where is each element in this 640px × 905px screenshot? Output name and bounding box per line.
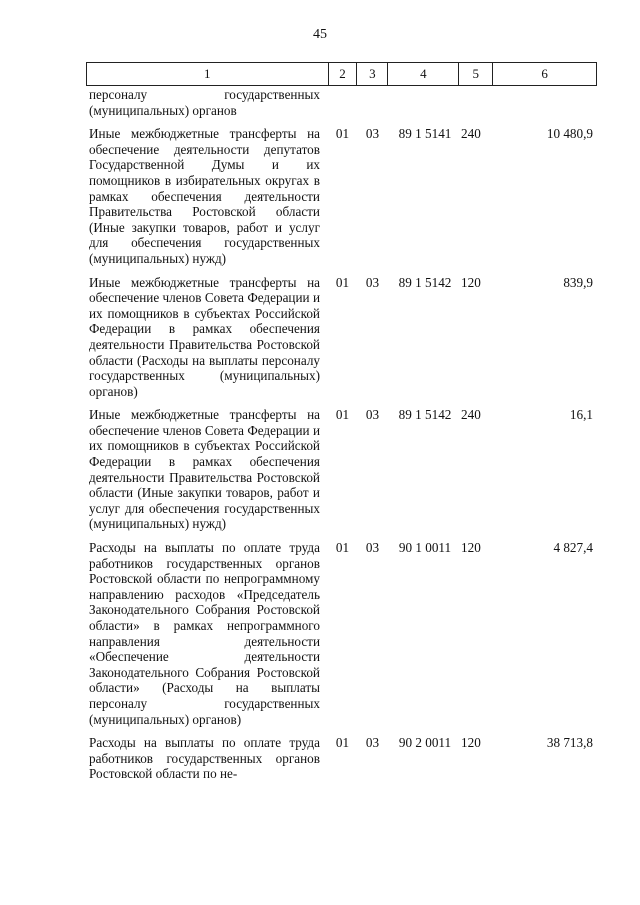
header-col-5: 5 (459, 63, 493, 85)
row-description: персоналу государственных (муниципальных) органов (89, 87, 320, 118)
row-subsection (357, 87, 388, 118)
row-expense-type: 240 (461, 407, 481, 423)
row-section: 01 (335, 407, 350, 423)
budget-table (86, 62, 597, 782)
header-col-4: 4 (388, 63, 459, 85)
table-row (86, 87, 597, 118)
row-section (328, 87, 357, 118)
row-description: Иные межбюджетные трансферты на обеспечение деятельности депутатов Государственной Думы и их помощников в избирательных округах в рамках обеспечения деятельности Правительства Ростовской области (Иные закупки товаров, работ и услуг для обеспечения государственных (муниципальных) нужд) (89, 126, 320, 266)
row-expense-type: 120 (461, 274, 481, 290)
row-expense-type: 120 (461, 540, 481, 556)
row-expense-type: 120 (461, 735, 481, 751)
table-row (86, 735, 597, 782)
header-col-6: 6 (493, 63, 597, 85)
page-number: 45 (313, 27, 327, 42)
row-expense-type (459, 87, 493, 118)
row-amount (493, 87, 597, 118)
row-target-code: 89 1 5142 (398, 407, 452, 423)
row-description: Расходы на выплаты по оплате труда работников государственных органов Ростовской области по непрограммному направлению расходов «Председатель Законодательного Собрания Ростовской области» в рамках непрограммного направления деятельности «Обеспечение деятельности Законодательного Собрания Ростовской области» (Расходы на выплаты персоналу государственных (муниципальных) органов) (89, 540, 320, 727)
row-section: 01 (335, 735, 350, 751)
row-amount: 839,9 (563, 274, 593, 290)
row-target-code: 90 2 0011 (398, 735, 452, 751)
row-target-code: 90 1 0011 (398, 540, 452, 556)
table-row (86, 126, 597, 266)
row-section: 01 (335, 274, 350, 290)
row-target-code (388, 87, 459, 118)
header-col-3: 3 (357, 63, 388, 85)
row-subsection: 03 (365, 735, 380, 751)
row-subsection: 03 (365, 274, 380, 290)
row-subsection: 03 (365, 126, 380, 142)
table-row (86, 540, 597, 727)
row-amount: 4 827,4 (553, 540, 593, 556)
header-col-2: 2 (329, 63, 358, 85)
row-section: 01 (335, 540, 350, 556)
header-col-1: 1 (87, 63, 329, 85)
row-target-code: 89 1 5141 (398, 126, 452, 142)
row-subsection: 03 (365, 540, 380, 556)
table-row (86, 275, 597, 400)
row-section: 01 (335, 126, 350, 142)
table-header (86, 62, 597, 86)
row-amount: 10 480,9 (546, 126, 593, 142)
row-amount: 38 713,8 (546, 735, 593, 751)
row-expense-type: 240 (461, 126, 481, 142)
row-description: Расходы на выплаты по оплате труда работников государственных органов Ростовской области по не- (89, 735, 320, 782)
row-description: Иные межбюджетные трансферты на обеспечение членов Совета Федерации и их помощников в субъектах Российской Федерации в рамках обеспечения деятельности Правительства Ростовской области (Иные закупки товаров, работ и услуг для обеспечения государственных (муниципальных) нужд) (89, 407, 320, 532)
row-amount: 16,1 (569, 407, 593, 423)
row-description: Иные межбюджетные трансферты на обеспечение членов Совета Федерации и их помощников в субъектах Российской Федерации в рамках обеспечения деятельности Правительства Ростовской области (Расходы на выплаты персоналу государственных (муниципальных) органов) (89, 274, 320, 399)
row-subsection: 03 (365, 407, 380, 423)
row-target-code: 89 1 5142 (398, 274, 452, 290)
table-row (86, 407, 597, 532)
